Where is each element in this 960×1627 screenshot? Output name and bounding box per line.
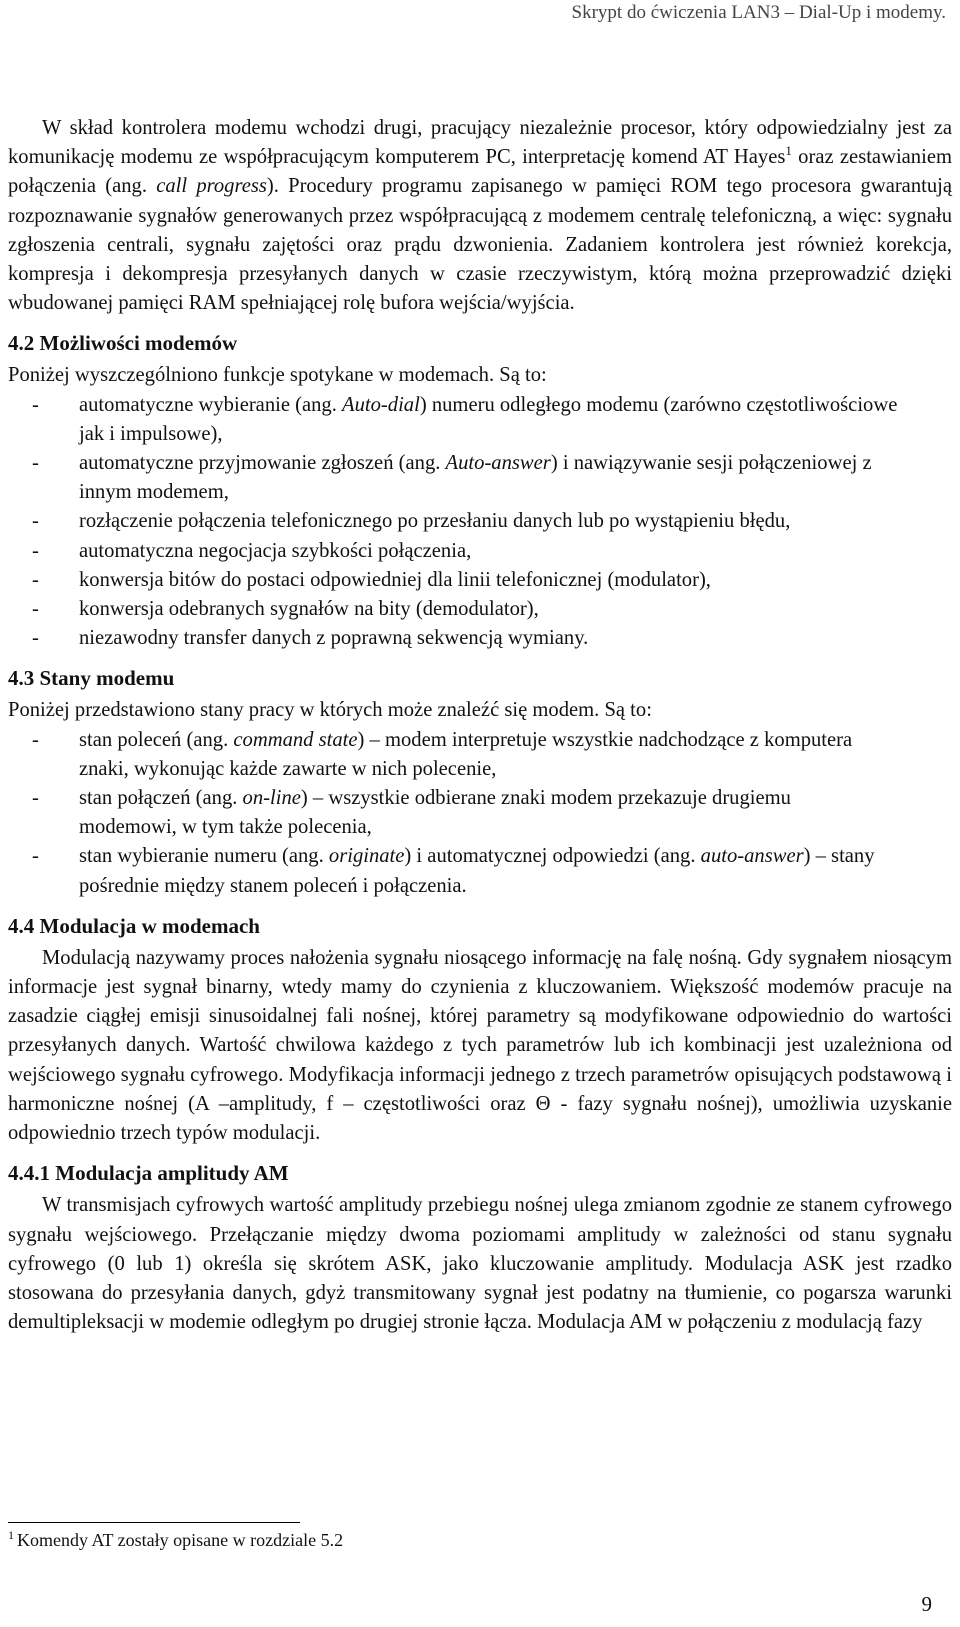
- list-item: [8, 566, 952, 595]
- footnote-reference[interactable]: 1: [785, 143, 792, 159]
- intro-term: call progress: [156, 175, 267, 198]
- dash-bullet: -: [32, 452, 39, 475]
- item-term: auto-answer: [700, 845, 804, 868]
- section-4-4-1-paragraph: W transmisjach cyfrowych wartość amplitudy przebiegu nośnej ulega zmianom zgodnie ze stanem cyfrowego sygnału wejściowego. Przełączanie między dwoma poziomami amplitudy w zależności od stanu sygnału cyfrowego (0 lub 1) określa się skrótem ASK, jako kluczowanie amplitudy. Modulacja ASK jest rzadko stosowana do przesyłania danych, gdyż transmitowany sygnał jest podatny na tłumienie, co pogarsza warunki demultipleksacji w modemie odległym po drugiej stronie łącza. Modulacja AM w połączeniu z modulacją fazy: [8, 1194, 952, 1334]
- section-4-4-paragraph: Modulacją nazywamy proces nałożenia sygnału niosącego informację na falę nośną. Gdy sygnałem niosącym informacje jest sygnał binarny, wtedy mamy do czynienia z kluczowaniem. Większość modemów pracuje na zasadzie ciągłej emisji sinusoidalnej fali nośnej, której parametry są modyfikowane odpowiednio do wartości przesyłanych danych. Wartość chwilowa każdego z tych parametrów lub ich kombinacji jest uzależniona od wejściowego sygnału cyfrowego. Modyfikacja informacji jednego z trzech parametrów opisujących podstawową i harmoniczne nośnej (A –amplitudy, f – częstotliwości oraz Θ - fazy sygnału nośnej), umożliwia uzyskanie odpowiednio trzech typów modulacji.: [8, 946, 952, 1145]
- footnote-text: Komendy AT zostały opisane w rozdziale 5.2: [17, 1530, 344, 1550]
- dash-bullet: -: [32, 393, 39, 416]
- list-item: [8, 507, 952, 536]
- item-text: automatyczna negocjacja szybkości połączenia,: [79, 539, 472, 562]
- item-text: stan wybieranie numeru (ang.: [79, 845, 329, 868]
- intro-text-3: ). Procedury programu zapisanego w pamięci ROM tego procesora gwarantują rozpoznawanie sygnałów generowanych przez współpracującą z modemem centralę telefoniczną, a więc: sygnału zgłoszenia centrali, sygnału zajętości oraz prądu dzwonienia. Zadaniem kontrolera jest również korekcja, kompresja i dekompresja przesyłanych danych w czasie rzeczywistym, którą można przeprowadzić dzięki wbudowanej pamięci RAM spełniającej rolę bufora wejścia/wyjścia.: [8, 175, 953, 315]
- dash-bullet: -: [32, 728, 39, 751]
- list-item: [8, 726, 952, 784]
- intro-text-2: oraz zestawianiem połączenia (ang.: [8, 146, 952, 198]
- item-text: niezawodny transfer danych z poprawną sekwencją wymiany.: [79, 627, 589, 650]
- item-term: command state: [233, 728, 358, 751]
- intro-paragraph: [8, 114, 952, 318]
- list-item: [8, 842, 952, 900]
- footnote-separator: [8, 1522, 300, 1523]
- section-4-3-lead: Poniżej przedstawiono stany pracy w których może znaleźć się modem. Są to:: [8, 699, 652, 722]
- dash-bullet: -: [32, 787, 39, 810]
- list-item: [8, 537, 952, 566]
- footnote-number: 1: [8, 1528, 14, 1542]
- page-number: 9: [921, 1592, 932, 1616]
- item-text: rozłączenie połączenia telefonicznego po przesłaniu danych lub po wystąpieniu błędu,: [79, 510, 791, 533]
- list-item: [8, 784, 952, 842]
- list-item: [8, 391, 952, 449]
- running-header: Skrypt do ćwiczenia LAN3 – Dial-Up i modemy.: [571, 2, 946, 23]
- item-text: ) numeru odległego modemu (zarówno częstotliwościowe jak i impulsowe),: [79, 393, 898, 445]
- section-4-2-lead: Poniżej wyszczególniono funkcje spotykane w modemach. Są to:: [8, 364, 547, 387]
- dash-bullet: -: [32, 627, 39, 650]
- section-heading-4-2: 4.2 Możliwości modemów: [8, 331, 238, 356]
- item-text: konwersja odebranych sygnałów na bity (demodulator),: [79, 598, 539, 621]
- item-text: konwersja bitów do postaci odpowiedniej dla linii telefonicznej (modulator),: [79, 568, 711, 591]
- dash-bullet: -: [32, 598, 39, 621]
- dash-bullet: -: [32, 845, 39, 868]
- item-text: automatyczne wybieranie (ang.: [79, 393, 343, 416]
- footnote: [8, 1530, 343, 1551]
- capabilities-list: [8, 391, 952, 654]
- dash-bullet: -: [32, 539, 39, 562]
- dash-bullet: -: [32, 510, 39, 533]
- item-text: ) – wszystkie odbierane znaki modem przekazuje drugiemu modemowi, w tym także polecenia,: [79, 787, 791, 839]
- intro-text-1: W skład kontrolera modemu wchodzi drugi, pracujący niezależnie procesor, który odpowiedzialny jest za komunikację modemu ze współpracującym komputerem PC, interpretację komend AT Hayes: [8, 117, 952, 169]
- list-item: [8, 595, 952, 624]
- modem-states-list: [8, 726, 952, 901]
- item-term: on-line: [242, 787, 301, 810]
- item-term: originate: [328, 845, 405, 868]
- page-body: [8, 114, 952, 1337]
- item-text: automatyczne przyjmowanie zgłoszeń (ang.: [79, 452, 446, 475]
- item-text: ) i automatycznej odpowiedzi (ang.: [404, 845, 701, 868]
- item-text: ) i nawiązywanie sesji połączeniowej z innym modemem,: [79, 452, 872, 504]
- item-text: stan poleceń (ang.: [79, 728, 234, 751]
- section-heading-4-4-1: 4.4.1 Modulacja amplitudy AM: [8, 1161, 289, 1186]
- section-heading-4-4: 4.4 Modulacja w modemach: [8, 913, 260, 938]
- item-text: ) – modem interpretuje wszystkie nadchodzące z komputera znaki, wykonując każde zawarte w nich polecenie,: [79, 728, 853, 780]
- item-term: Auto-dial: [342, 393, 420, 416]
- item-text: ) – stany pośrednie między stanem poleceń i połączenia.: [79, 845, 875, 897]
- dash-bullet: -: [32, 568, 39, 591]
- item-term: Auto-answer: [445, 452, 551, 475]
- list-item: [8, 624, 952, 653]
- list-item: [8, 449, 952, 507]
- section-heading-4-3: 4.3 Stany modemu: [8, 666, 175, 691]
- item-text: stan połączeń (ang.: [79, 787, 243, 810]
